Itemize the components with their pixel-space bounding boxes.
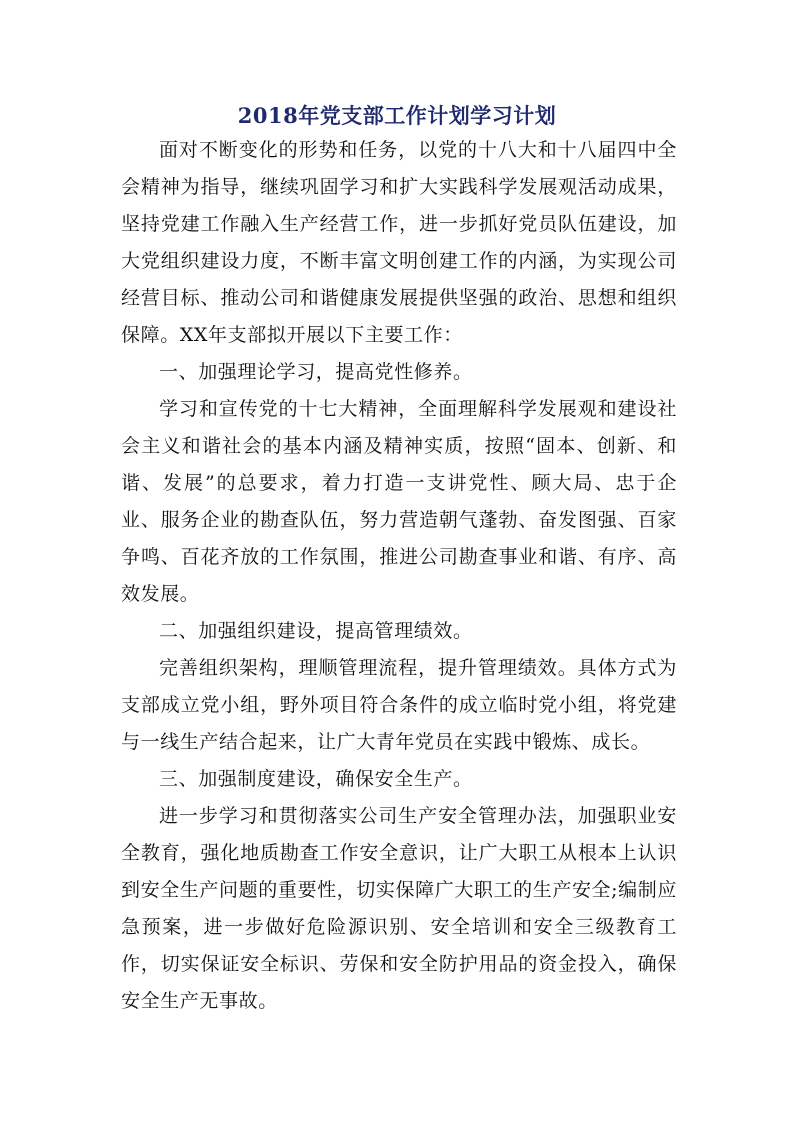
intro-paragraph: 面对不断变化的形势和任务，以党的十八大和十八届四中全会精神为指导，继续巩固学习和扩大实践科学发展观活动成果，坚持党建工作融入生产经营工作，进一步抓好党员队伍建设，加大党组织建设力度，不断丰富文明创建工作的内涵，为实现公司经营目标、推动公司和谐健康发展提供坚强的政治、思想和组织保障。XX年支部拟开展以下主要工作：: [121, 139, 677, 346]
section-heading-2: 二、加强组织建设，提高管理绩效。: [159, 620, 473, 642]
section-2-paragraph: 完善组织架构，理顺管理流程，提升管理绩效。具体方式为支部成立党小组，野外项目符合条件的成立临时党小组，将党建与一线生产结合起来，让广大青年党员在实践中锻炼、成长。: [121, 657, 677, 753]
section-1-paragraph: 学习和宣传党的十七大精神，全面理解科学发展观和建设社会主义和谐社会的基本内涵及精神实质，按照“固本、创新、和谐、发展”的总要求，着力打造一支讲党性、顾大局、忠于企业、服务企业的勘查队伍，努力营造朝气蓬勃、奋发图强、百家争鸣、百花齐放的工作氛围，推进公司勘查事业和谐、有序、高效发展。: [121, 398, 677, 605]
document-body: [121, 132, 677, 1020]
document-title: 2018年党支部工作计划学习计划: [237, 103, 557, 128]
section-heading-3: 三、加强制度建设，确保安全生产。: [159, 768, 473, 790]
section-3-paragraph: 进一步学习和贯彻落实公司生产安全管理办法，加强职业安全教育，强化地质勘查工作安全意识，让广大职工从根本上认识到安全生产问题的重要性，切实保障广大职工的生产安全;编制应急预案，进一步做好危险源识别、安全培训和安全三级教育工作，切实保证安全标识、劳保和安全防护用品的资金投入，确保安全生产无事故。: [121, 805, 677, 1012]
section-heading-1: 一、加强理论学习，提高党性修养。: [159, 361, 473, 383]
